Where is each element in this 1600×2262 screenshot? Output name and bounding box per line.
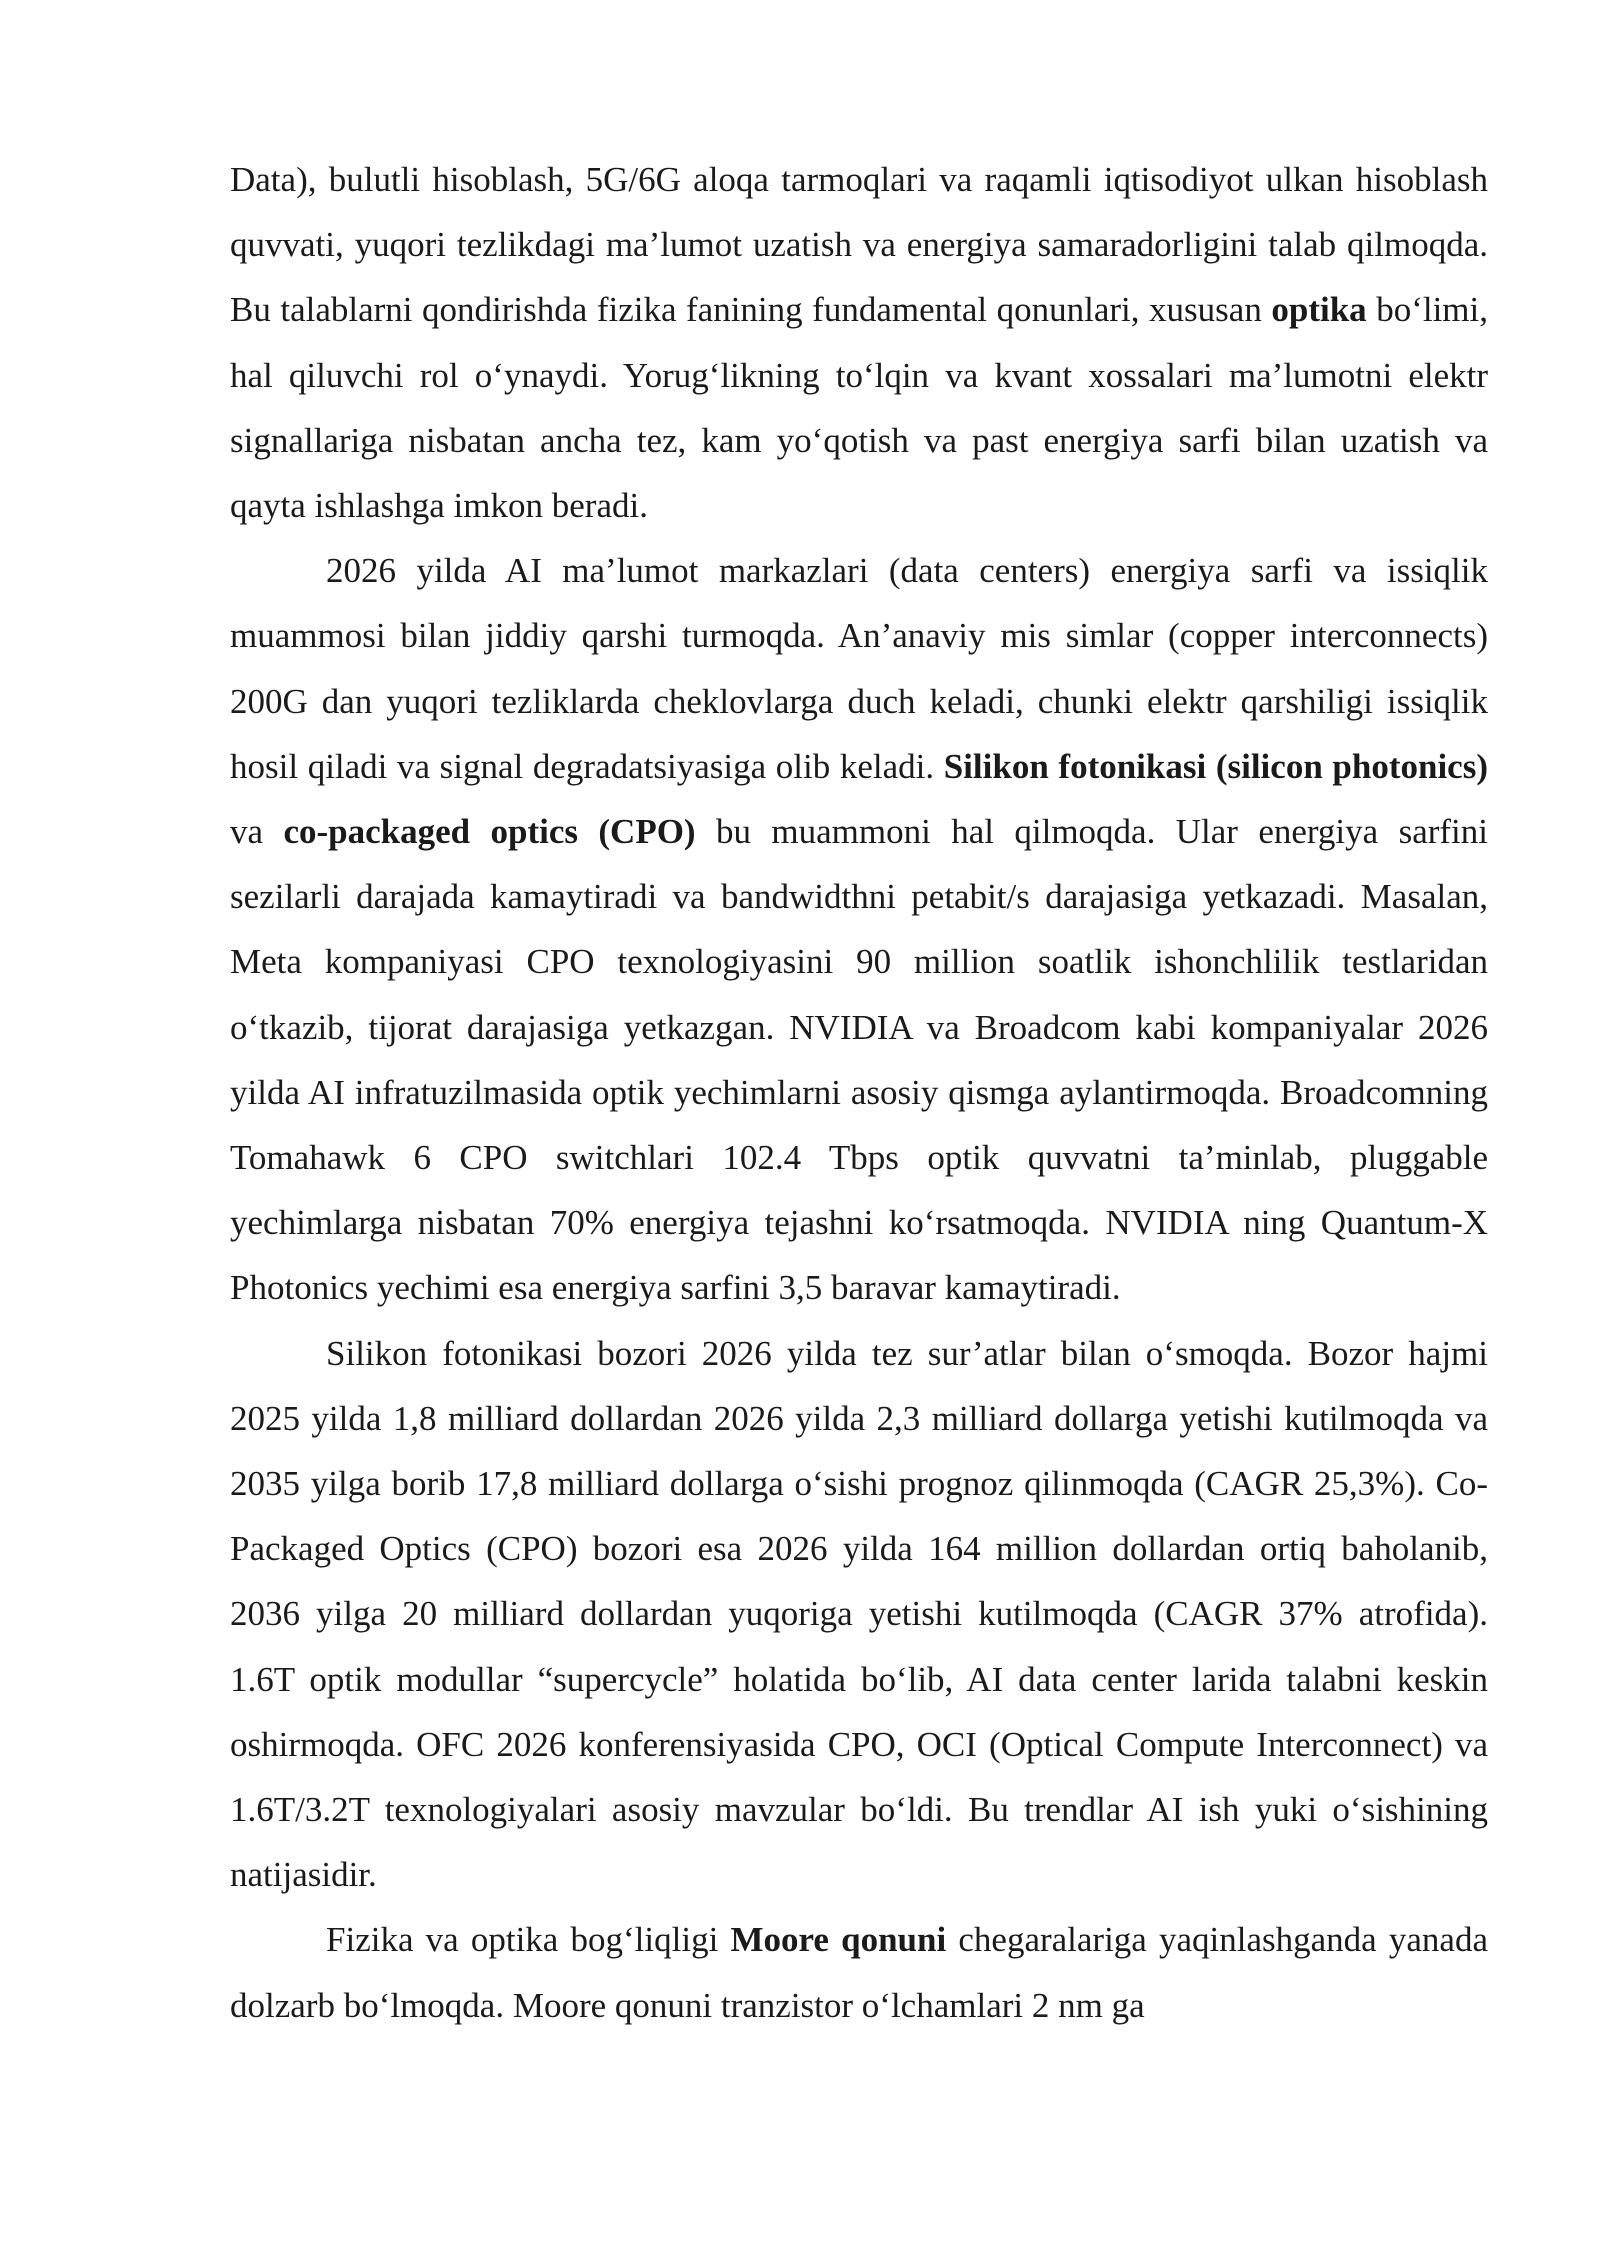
text-segment: bu muammoni hal qilmoqda. Ular energiya sarfini sezilarli darajada kamaytiradi va bandwidthni petabit/s darajasiga yetkazadi. Masalan, Meta kompaniyasi CPO texnologiyasini 90 million soatlik ishonchlilik testlaridan o‘tkazib, tijorat darajasiga yetkazgan. NVIDIA va Broadcom kabi kompaniyalar 2026 yilda AI infratuzilmasida optik yechimlarni asosiy qismga aylantirmoqda. Broadcomning Tomahawk 6 CPO switchlari 102.4 Tbps optik quvvatni ta’minlab, pluggable yechimlarga nisbatan 70% energiya tejashni ko‘rsatmoqda. NVIDIA ning Quantum-X Photonics yechimi esa energiya sarfini 3,5 baravar kamaytiradi. <box>230 812 1488 1308</box>
bold-term-silicon-photonics: Silikon fotonikasi (silicon photonics) <box>943 746 1488 786</box>
text-segment: Silikon fotonikasi bozori 2026 yilda tez sur’atlar bilan o‘smoqda. Bozor hajmi 2025 yilda 1,8 milliard dollardan 2026 yilda 2,3 milliard dollarga yetishi kutilmoqda va 2035 yilga borib 17,8 milliard dollarga o‘sishi prognoz qilinmoqda (CAGR 25,3%). Co-Packaged Optics (CPO) bozori esa 2026 yilda 164 million dollardan ortiq baholanib, 2036 yilga 20 milliard dollardan yuqoriga yetishi kutilmoqda (CAGR 37% atrofida). 1.6T optik modullar “supercycle” holatida bo‘lib, AI data center larida talabni keskin oshirmoqda. OFC 2026 konferensiyasida CPO, OCI (Optical Compute Interconnect) va 1.6T/3.2T texnologiyalari asosiy mavzular bo‘ldi. Bu trendlar AI ish yuki o‘sishining natijasidir. <box>230 1333 1488 1895</box>
text-segment: 2026 yilda AI ma’lumot markazlari (data centers) energiya sarfi va issiqlik muammosi bilan jiddiy qarshi turmoqda. An’anaviy mis simlar (copper interconnects) 200G dan yuqori tezliklarda cheklovlarga duch keladi, chunki elektr qarshiligi issiqlik hosil qiladi va signal degradatsiyasiga olib keladi. <box>230 551 1488 786</box>
text-segment: bo‘limi, hal qiluvchi rol o‘ynaydi. Yorug‘likning to‘lqin va kvant xossalari ma’lumotni elektr signallariga nisbatan ancha tez, kam yo‘qotish va past energiya sarfi bilan uzatish va qayta ishlashga imkon beradi. <box>230 290 1488 526</box>
text-segment: va <box>230 812 284 852</box>
text-segment: chegaralariga yaqinlashganda yanada dolzarb bo‘lmoqda. Moore qonuni tranzistor o‘lchamlari 2 nm ga <box>230 1920 1488 2025</box>
bold-term-moore-law: Moore qonuni <box>730 1920 947 1960</box>
text-segment: Fizika va optika bog‘liqligi <box>326 1920 731 1960</box>
paragraph-4 <box>230 1907 1488 2037</box>
paragraph-2 <box>230 538 1488 1320</box>
text-segment: Data), bulutli hisoblash, 5G/6G aloqa tarmoqlari va raqamli iqtisodiyot ulkan hisoblash quvvati, yuqori tezlikdagi ma’lumot uzatish va energiya samaradorligini talab qilmoqda. Bu talablarni qondirishda fizika fanining fundamental qonunlari, xususan <box>230 160 1488 330</box>
bold-term-cpo: co-packaged optics (CPO) <box>283 812 696 852</box>
paragraph-3 <box>230 1321 1488 1908</box>
document-page <box>230 147 1488 2038</box>
paragraph-1 <box>230 147 1488 538</box>
bold-term-optika: optika <box>1271 290 1367 330</box>
